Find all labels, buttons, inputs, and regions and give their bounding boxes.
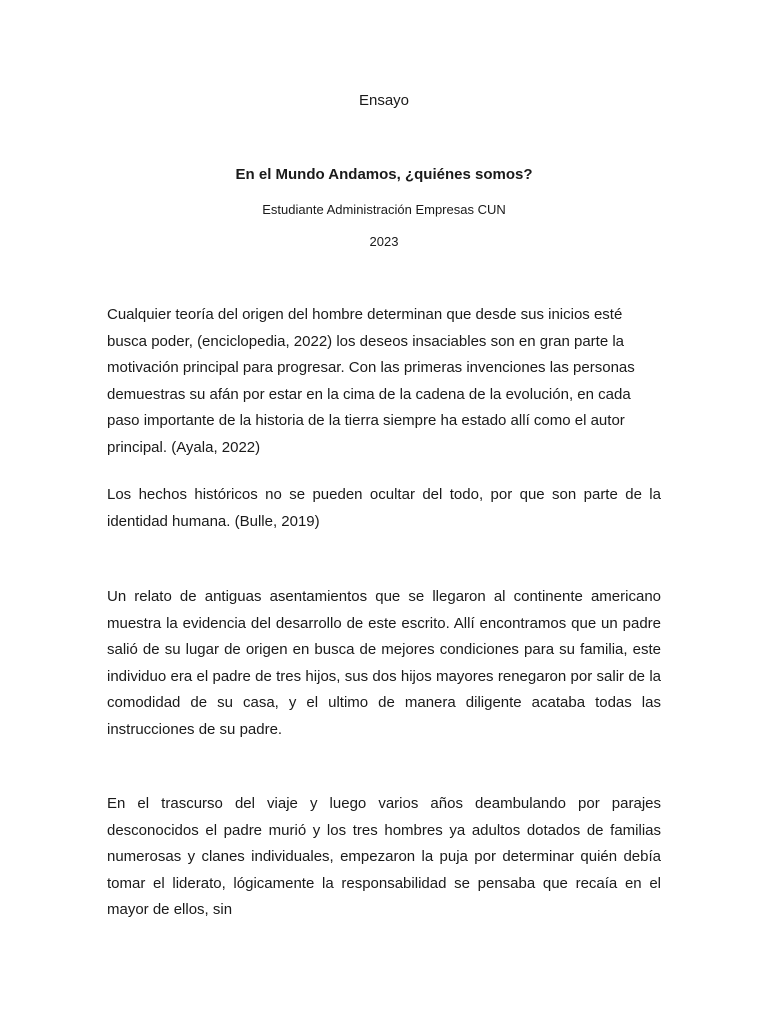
document-title: En el Mundo Andamos, ¿quiénes somos? (235, 166, 533, 183)
paragraph-2: Los hechos históricos no se pueden ocultar del todo, por que son parte de la identidad humana. (Bulle, 2019) (107, 486, 661, 530)
paragraph-1: Cualquier teoría del origen del hombre determinan que desde sus inicios esté busca poder, (enciclopedia, 2022) los deseos insaciables son en gran parte la motivación principal para progresar. Con las primeras invenciones las personas demuestras su afán por estar en la cima de la cadena de la evolución, en cada paso importante de la historia de la tierra siempre ha estado allí como el autor principal. (Ayala, 2022) (107, 306, 635, 456)
paragraph-4: En el trascurso del viaje y luego varios años deambulando por parajes desconocidos el padre murió y los tres hombres ya adultos dotados de familias numerosas y clanes individuales, empezaron la puja por determinar quién debía tomar el liderato, lógicamente la responsabilidad se pensaba que recaía en el mayor de ellos, sin (107, 795, 661, 919)
document-year: 2023 (369, 234, 399, 249)
document-type-label: Ensayo (358, 92, 410, 109)
document-author: Estudiante Administración Empresas CUN (262, 202, 506, 217)
paragraph-3: Un relato de antiguas asentamientos que se llegaron al continente americano muestra la evidencia del desarrollo de este escrito. Allí encontramos que un padre salió de su lugar de origen en busca de mejores condiciones para su familia, este individuo era el padre de tres hijos, sus dos hijos mayores renegaron por salir de la comodidad de su casa, y el ultimo de manera diligente acataba todas las instrucciones de su padre. (107, 588, 661, 738)
